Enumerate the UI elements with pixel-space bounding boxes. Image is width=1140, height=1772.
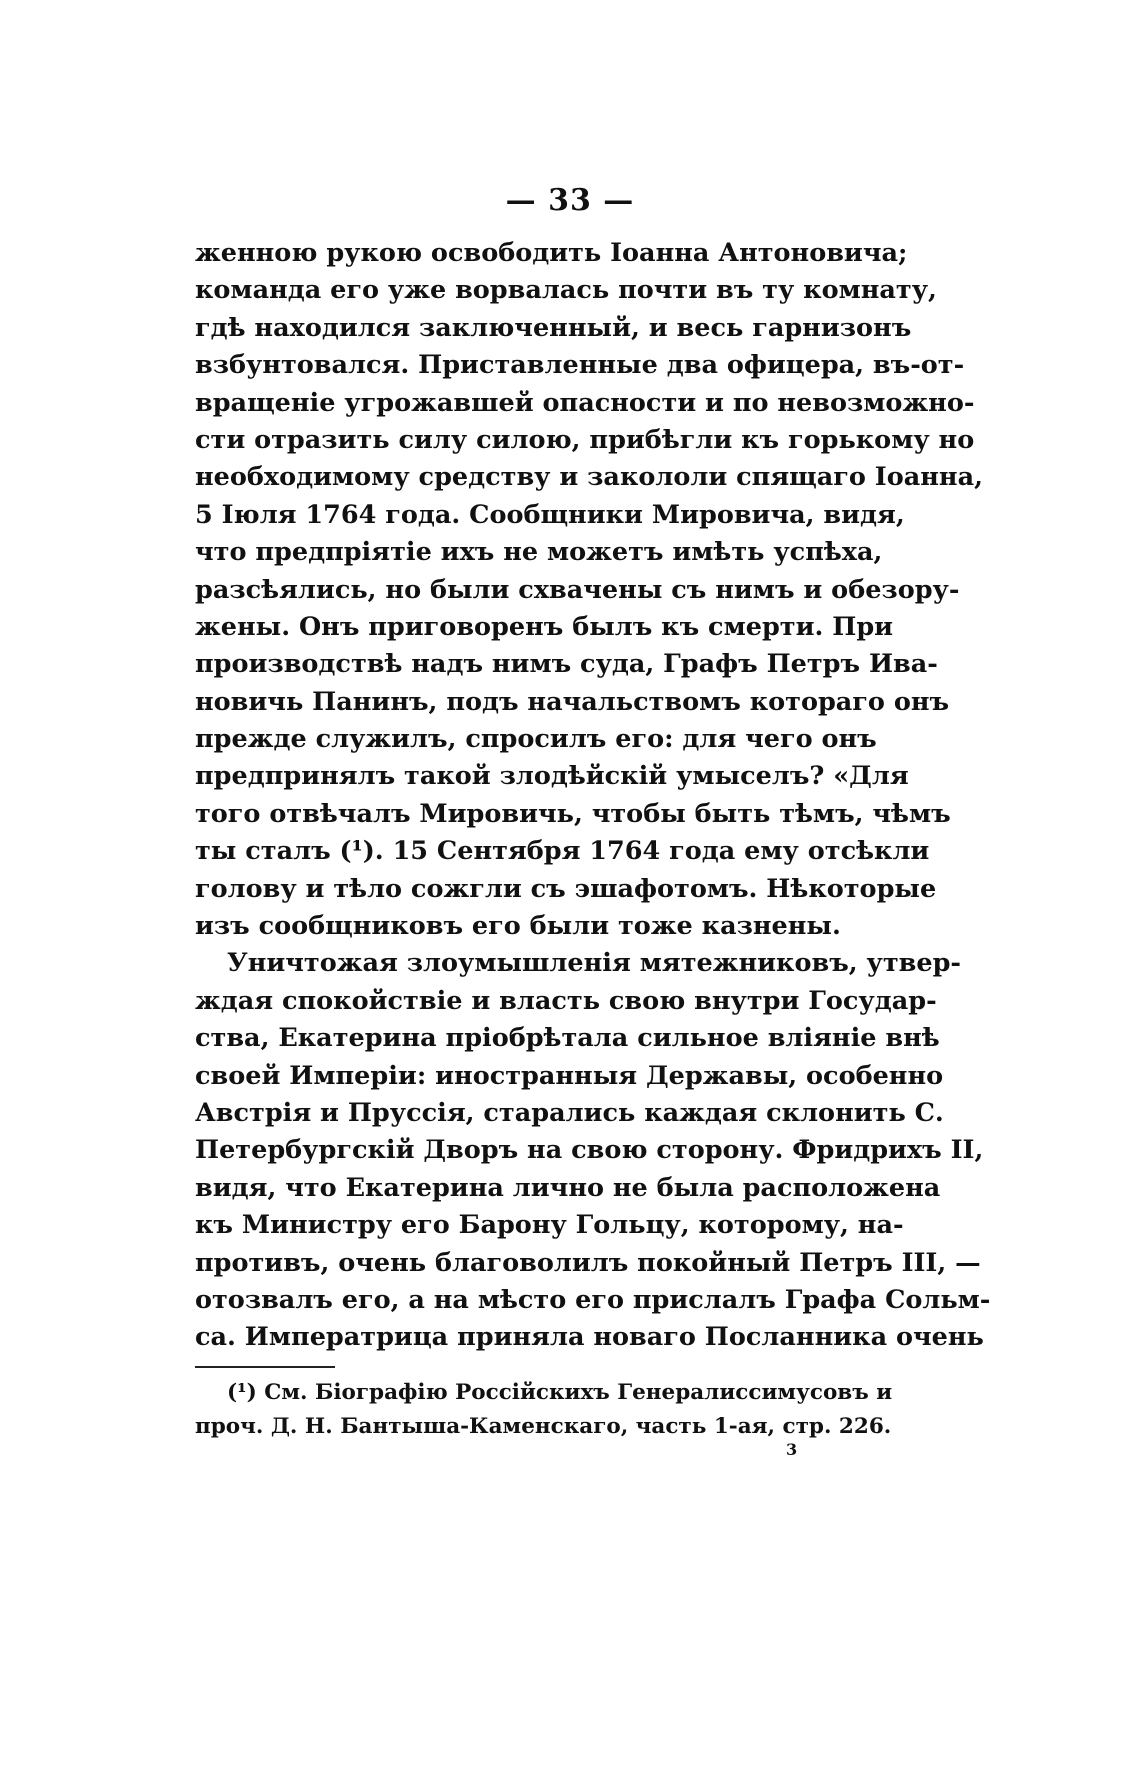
text-line: разсѣялись, но были схвачены съ нимъ и обезору- [195,574,960,605]
text-line: видя, что Екатерина лично не была расположена [195,1172,941,1203]
text-line: изъ сообщниковъ его были тоже казнены. [195,911,841,942]
text-line: своей Имперіи: иностранныя Державы, особенно [195,1060,944,1091]
text-line: новичь Панинъ, подъ начальствомъ котораго онъ [195,686,950,717]
text-line: отозвалъ его, а на мѣсто его прислалъ Графа Сольм- [195,1284,991,1315]
text-line: противъ, очень благоволилъ покойный Петръ III, — [195,1247,981,1278]
footnote-line: проч. Д. Н. Бантыша-Каменскаго, часть 1-ая, стр. 226. [195,1414,892,1439]
text-line: гдѣ находился заключенный, и весь гарнизонъ [195,312,912,343]
text-line: ства, Екатерина пріобрѣтала сильное вліяніе внѣ [195,1023,940,1054]
text-line: сти отразить силу силою, прибѣгли къ горькому но [195,424,975,455]
text-line: необходимому средству и закололи спящаго Іоанна, [195,462,983,493]
footnote [195,1376,893,1444]
text-line: прежде служилъ, спросилъ его: для чего онъ [195,724,877,755]
footnote-divider [195,1366,335,1368]
signature-mark: 3 [786,1440,798,1459]
text-line: того отвѣчалъ Мировичь, чтобы быть тѣмъ, чѣмъ [195,798,951,829]
text-line: къ Министру его Барону Гольцу, которому, на- [195,1210,904,1241]
text-line: Австрія и Пруссія, старались каждая склонить С. [195,1097,944,1128]
text-line: са. Императрица приняла новаго Посланника очень [195,1322,984,1353]
text-line: взбунтовался. Приставленные два офицера, въ-от- [195,350,965,381]
text-line: предпринялъ такой злодѣйскій умыселъ? «Для [195,761,909,792]
text-line: 5 Іюля 1764 года. Сообщники Мировича, видя, [195,499,905,530]
text-line: ты сталъ (¹). 15 Сентября 1764 года ему отсѣкли [195,836,930,867]
text-line: что предпріятіе ихъ не можетъ имѣть успѣха, [195,537,883,568]
text-line: Петербургскій Дворъ на свою сторону. Фридрихъ II, [195,1135,984,1166]
body-text [195,235,991,1357]
paragraph-start-line: Уничтожая злоумышленія мятежниковъ, утвер- [227,948,961,979]
footnote-line: (¹) См. Біографію Россійскихъ Генералиссимусовъ и [227,1380,893,1405]
page-number: — 33 — [505,183,635,218]
text-line: женною рукою освободить Іоанна Антоновича; [195,238,908,268]
text-line: жены. Онъ приговоренъ былъ къ смерти. При [195,611,894,642]
text-line: команда его уже ворвалась почти въ ту комнату, [195,275,937,306]
text-line: вращеніе угрожавшей опасности и по невозможно- [195,387,975,418]
text-line: голову и тѣло сожгли съ эшафотомъ. Нѣкоторые [195,873,937,904]
text-line: производствѣ надъ нимъ суда, Графъ Петръ Ива- [195,649,938,680]
text-line: ждая спокойствіе и власть свою внутри Государ- [195,985,937,1016]
